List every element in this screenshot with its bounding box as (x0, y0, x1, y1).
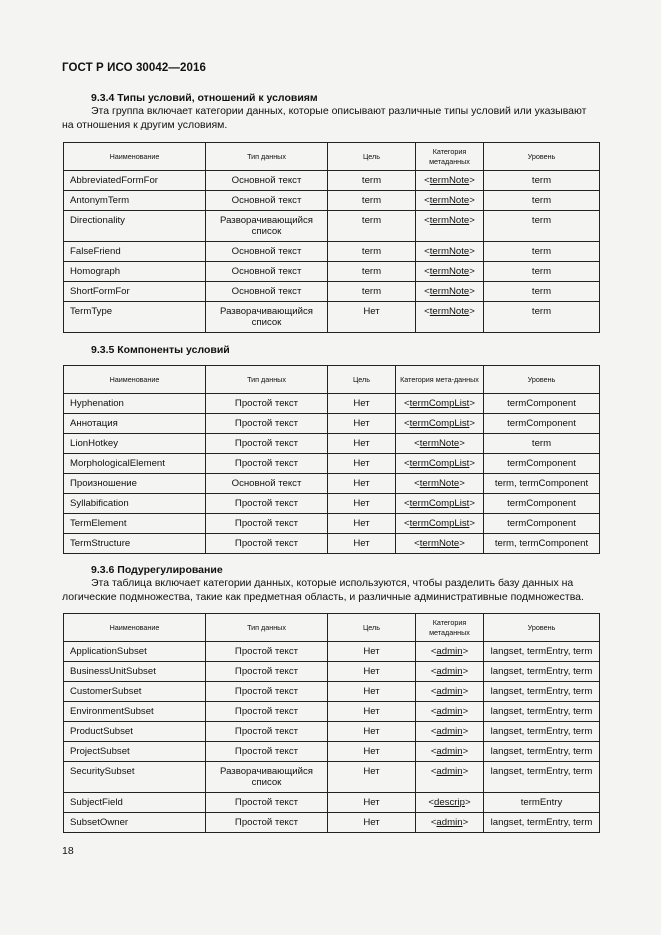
table-row (64, 642, 600, 662)
cell-level: langset, termEntry, term (484, 642, 600, 662)
cell-level: termComponent (484, 454, 600, 474)
cell-level: langset, termEntry, term (484, 722, 600, 742)
metadata-category-link: admin (436, 726, 463, 737)
cell-level: termComponent (484, 394, 600, 414)
table-row (64, 762, 600, 793)
cell-goal: Нет (328, 514, 396, 534)
table-row (64, 242, 600, 262)
cell-goal: Нет (328, 722, 416, 742)
table-header-row (64, 614, 600, 642)
cell-name: ShortFormFor (64, 282, 206, 302)
cell-goal: term (328, 171, 416, 191)
table-row (64, 302, 600, 333)
cell-goal: term (328, 262, 416, 282)
cell-level: langset, termEntry, term (484, 702, 600, 722)
cell-metadata-category: <termNote> (396, 434, 484, 454)
cell-goal: term (328, 211, 416, 242)
cell-name: SecuritySubset (64, 762, 206, 793)
cell-metadata-category: <admin> (416, 662, 484, 682)
cell-level: term (484, 282, 600, 302)
metadata-category-link: termNote (429, 306, 470, 317)
cell-metadata-category: <termNote> (416, 302, 484, 333)
cell-name: Directionality (64, 211, 206, 242)
table-row (64, 394, 600, 414)
cell-name: BusinessUnitSubset (64, 662, 206, 682)
section-9-3-6-title: 9.3.6 Подурегулирование (91, 564, 223, 576)
cell-name: ProductSubset (64, 722, 206, 742)
header-level: Уровень (484, 366, 600, 394)
cell-data-type: Простой текст (206, 494, 328, 514)
table-row (64, 211, 600, 242)
cell-goal: Нет (328, 394, 396, 414)
cell-level: termComponent (484, 494, 600, 514)
cell-level: langset, termEntry, term (484, 762, 600, 793)
metadata-category-link: termCompList (409, 498, 470, 509)
cell-level: langset, termEntry, term (484, 662, 600, 682)
cell-goal: Нет (328, 302, 416, 333)
section-9-3-4-title: 9.3.4 Типы условий, отношений к условиям (91, 92, 318, 104)
metadata-category-link: termNote (429, 175, 470, 186)
cell-data-type: Простой текст (206, 722, 328, 742)
cell-level: term (484, 242, 600, 262)
cell-metadata-category: <admin> (416, 682, 484, 702)
cell-data-type: Основной текст (206, 191, 328, 211)
cell-goal: Нет (328, 642, 416, 662)
header-goal: Цель (328, 143, 416, 171)
cell-metadata-category: <admin> (416, 702, 484, 722)
cell-goal: term (328, 191, 416, 211)
cell-metadata-category: <termNote> (416, 171, 484, 191)
metadata-category-link: termCompList (409, 518, 470, 529)
metadata-category-link: admin (436, 817, 463, 828)
cell-metadata-category: <termNote> (396, 474, 484, 494)
table-row (64, 534, 600, 554)
table-row (64, 662, 600, 682)
table-row (64, 702, 600, 722)
header-goal: Цель (328, 366, 396, 394)
cell-name: Аннотация (64, 414, 206, 434)
metadata-category-link: termNote (429, 266, 470, 277)
table-row (64, 494, 600, 514)
table-term-types (63, 142, 600, 333)
section-9-3-4-intro-text: Эта группа включает категории данных, которые описывают различные типы условий или указывают на отношения к другим условиям. (62, 105, 587, 131)
cell-level: term (484, 302, 600, 333)
cell-data-type: Простой текст (206, 394, 328, 414)
cell-level: term (484, 171, 600, 191)
cell-data-type: Основной текст (206, 242, 328, 262)
cell-metadata-category: <termCompList> (396, 494, 484, 514)
cell-metadata-category: <termNote> (416, 242, 484, 262)
cell-data-type: Простой текст (206, 702, 328, 722)
cell-goal: Нет (328, 414, 396, 434)
cell-goal: Нет (328, 662, 416, 682)
cell-name: Произношение (64, 474, 206, 494)
table-row (64, 434, 600, 454)
cell-level: langset, termEntry, term (484, 682, 600, 702)
cell-metadata-category: <descrip> (416, 793, 484, 813)
header-level: Уровень (484, 614, 600, 642)
cell-metadata-category: <termCompList> (396, 394, 484, 414)
table-row (64, 722, 600, 742)
cell-goal: term (328, 242, 416, 262)
table-row (64, 262, 600, 282)
cell-metadata-category: <admin> (416, 762, 484, 793)
cell-name: SubjectField (64, 793, 206, 813)
cell-data-type: Основной текст (206, 282, 328, 302)
cell-data-type: Разворачивающийся список (206, 211, 328, 242)
table-header-row (64, 143, 600, 171)
table-row (64, 742, 600, 762)
cell-level: langset, termEntry, term (484, 813, 600, 833)
cell-data-type: Простой текст (206, 813, 328, 833)
metadata-category-link: termCompList (409, 418, 470, 429)
section-9-3-5-title: 9.3.5 Компоненты условий (91, 344, 230, 356)
cell-name: TermType (64, 302, 206, 333)
cell-level: term (484, 262, 600, 282)
cell-goal: Нет (328, 454, 396, 474)
cell-metadata-category: <admin> (416, 722, 484, 742)
cell-metadata-category: <termCompList> (396, 414, 484, 434)
cell-metadata-category: <admin> (416, 742, 484, 762)
cell-data-type: Разворачивающийся список (206, 762, 328, 793)
cell-goal: Нет (328, 434, 396, 454)
cell-name: CustomerSubset (64, 682, 206, 702)
cell-name: Hyphenation (64, 394, 206, 414)
cell-metadata-category: <termNote> (396, 534, 484, 554)
table-term-components (63, 365, 600, 554)
cell-level: langset, termEntry, term (484, 742, 600, 762)
metadata-category-link: termNote (429, 246, 470, 257)
header-data-type: Тип данных (206, 614, 328, 642)
cell-goal: Нет (328, 534, 396, 554)
cell-name: Homograph (64, 262, 206, 282)
cell-data-type: Простой текст (206, 662, 328, 682)
table-row (64, 514, 600, 534)
header-name: Наименование (64, 143, 206, 171)
metadata-category-link: termNote (419, 538, 460, 549)
cell-metadata-category: <termNote> (416, 211, 484, 242)
page-number: 18 (62, 845, 74, 857)
header-name: Наименование (64, 366, 206, 394)
cell-level: termComponent (484, 414, 600, 434)
cell-metadata-category: <admin> (416, 813, 484, 833)
cell-metadata-category: <termNote> (416, 282, 484, 302)
metadata-category-link: termNote (419, 478, 460, 489)
table-row (64, 474, 600, 494)
table-subsetting (63, 613, 600, 833)
cell-level: term, termComponent (484, 474, 600, 494)
cell-metadata-category: <termCompList> (396, 454, 484, 474)
cell-name: FalseFriend (64, 242, 206, 262)
cell-data-type: Простой текст (206, 434, 328, 454)
cell-goal: Нет (328, 762, 416, 793)
cell-name: Syllabification (64, 494, 206, 514)
cell-data-type: Простой текст (206, 534, 328, 554)
metadata-category-link: termNote (429, 195, 470, 206)
metadata-category-link: termCompList (409, 458, 470, 469)
cell-name: AntonymTerm (64, 191, 206, 211)
cell-name: TermElement (64, 514, 206, 534)
cell-goal: Нет (328, 813, 416, 833)
header-name: Наименование (64, 614, 206, 642)
cell-name: AbbreviatedFormFor (64, 171, 206, 191)
cell-goal: Нет (328, 742, 416, 762)
cell-metadata-category: <termNote> (416, 262, 484, 282)
table-row (64, 793, 600, 813)
cell-level: term, termComponent (484, 534, 600, 554)
section-9-3-6-intro (62, 577, 600, 604)
metadata-category-link: admin (436, 686, 463, 697)
section-9-3-4-intro (62, 105, 600, 132)
header-metadata-category: Категория мета-данных (396, 366, 484, 394)
cell-metadata-category: <termNote> (416, 191, 484, 211)
section-9-3-6-intro-text: Эта таблица включает категории данных, которые используются, чтобы разделить базу данных на логические подмножества, такие как предметная область, и различные административные подмножества. (62, 577, 584, 603)
metadata-category-link: termNote (429, 286, 470, 297)
metadata-category-link: termNote (429, 215, 470, 226)
table-row (64, 282, 600, 302)
cell-level: term (484, 211, 600, 242)
cell-level: termEntry (484, 793, 600, 813)
header-data-type: Тип данных (206, 143, 328, 171)
table-row (64, 191, 600, 211)
cell-goal: Нет (328, 793, 416, 813)
cell-name: MorphologicalElement (64, 454, 206, 474)
cell-data-type: Простой текст (206, 414, 328, 434)
cell-goal: Нет (328, 494, 396, 514)
cell-goal: Нет (328, 474, 396, 494)
cell-goal: term (328, 282, 416, 302)
cell-data-type: Основной текст (206, 171, 328, 191)
table-row (64, 682, 600, 702)
cell-name: ProjectSubset (64, 742, 206, 762)
cell-name: SubsetOwner (64, 813, 206, 833)
cell-data-type: Разворачивающийся список (206, 302, 328, 333)
cell-name: ApplicationSubset (64, 642, 206, 662)
cell-level: term (484, 434, 600, 454)
cell-data-type: Простой текст (206, 514, 328, 534)
metadata-category-link: admin (436, 766, 463, 777)
table-row (64, 813, 600, 833)
cell-name: EnvironmentSubset (64, 702, 206, 722)
header-data-type: Тип данных (206, 366, 328, 394)
cell-data-type: Простой текст (206, 454, 328, 474)
cell-goal: Нет (328, 682, 416, 702)
cell-data-type: Простой текст (206, 742, 328, 762)
header-metadata-category: Категория метаданных (416, 614, 484, 642)
metadata-category-link: admin (436, 646, 463, 657)
metadata-category-link: admin (436, 706, 463, 717)
metadata-category-link: termCompList (409, 398, 470, 409)
cell-metadata-category: <termCompList> (396, 514, 484, 534)
metadata-category-link: admin (436, 746, 463, 757)
header-level: Уровень (484, 143, 600, 171)
cell-data-type: Простой текст (206, 793, 328, 813)
table-row (64, 414, 600, 434)
cell-level: termComponent (484, 514, 600, 534)
cell-goal: Нет (328, 702, 416, 722)
header-metadata-category: Категория метаданных (416, 143, 484, 171)
cell-data-type: Простой текст (206, 682, 328, 702)
metadata-category-link: descrip (434, 797, 465, 808)
cell-data-type: Простой текст (206, 642, 328, 662)
table-row (64, 171, 600, 191)
cell-name: LionHotkey (64, 434, 206, 454)
metadata-category-link: termNote (419, 438, 460, 449)
table-header-row (64, 366, 600, 394)
cell-data-type: Основной текст (206, 474, 328, 494)
document-header: ГОСТ Р ИСО 30042—2016 (62, 62, 207, 74)
cell-name: TermStructure (64, 534, 206, 554)
cell-level: term (484, 191, 600, 211)
cell-metadata-category: <admin> (416, 642, 484, 662)
table-row (64, 454, 600, 474)
header-goal: Цель (328, 614, 416, 642)
cell-data-type: Основной текст (206, 262, 328, 282)
metadata-category-link: admin (436, 666, 463, 677)
